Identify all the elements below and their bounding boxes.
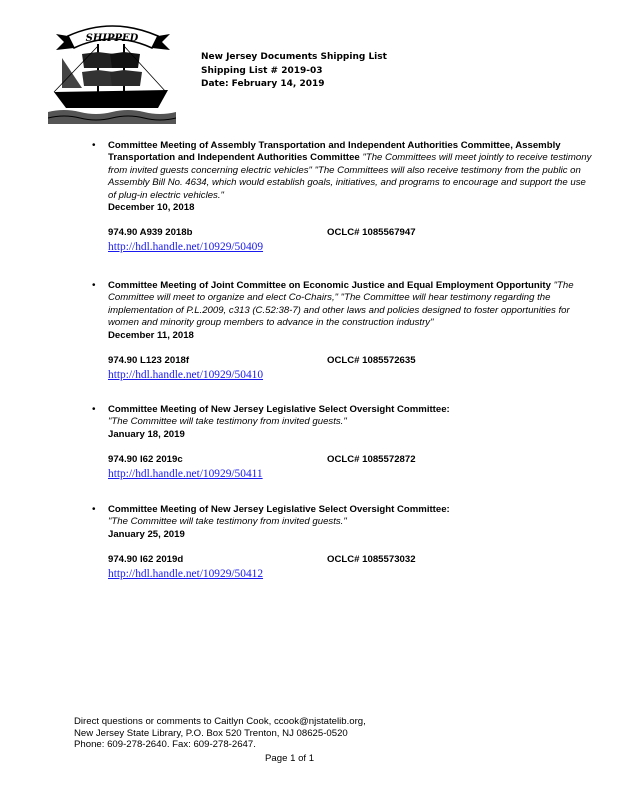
entry-handle-link[interactable]: http://hdl.handle.net/10929/50409	[108, 241, 264, 254]
shipped-ship-logo	[48, 14, 176, 124]
entry-text	[108, 280, 592, 342]
header-date: Date: February 14, 2019	[201, 79, 325, 89]
entry-title: Committee Meeting of New Jersey Legislative Select Oversight Committee:	[108, 404, 450, 415]
entry-identifiers	[108, 227, 592, 240]
entry-identifiers	[108, 554, 592, 567]
footer-address-line: New Jersey State Library, P.O. Box 520 Trenton, NJ 08625-0520	[74, 727, 348, 739]
entry-text	[108, 404, 592, 441]
list-item	[92, 140, 592, 254]
bullet-icon: •	[92, 280, 96, 291]
header-list-number: Shipping List # 2019-03	[201, 65, 323, 76]
entry-handle-link[interactable]: http://hdl.handle.net/10929/50412	[108, 568, 264, 581]
entry-call-number: 974.90 I62 2019d	[108, 554, 184, 566]
entry-text	[108, 504, 592, 541]
entry-title: Committee Meeting of Assembly Transportation and Independent Authorities Committee, Assembly Transportation and Independent Authorities Committee	[108, 140, 561, 164]
entry-handle-link[interactable]: http://hdl.handle.net/10929/50410	[108, 369, 264, 382]
entry-description: "The Committee will take testimony from invited guests."	[108, 516, 347, 528]
entry-date: December 10, 2018	[108, 202, 195, 214]
contact-footer	[74, 716, 366, 751]
entry-date: December 11, 2018	[108, 329, 194, 341]
entry-title: Committee Meeting of Joint Committee on Economic Justice and Equal Employment Opportunity	[108, 280, 551, 291]
entry-call-number: 974.90 L123 2018f	[108, 355, 190, 367]
list-item	[92, 404, 592, 481]
entry-description: "The Committees will meet jointly to receive testimony from invited guests concerning electric vehicles" "The Committees will also receive testimony from the public on Assembly Bill No. 4634, which would establish goals, initiatives, and programs to encourage and support the use of plug-in electric vehicles."	[108, 152, 592, 201]
entry-text	[108, 140, 592, 214]
entry-handle-link[interactable]: http://hdl.handle.net/10929/50411	[108, 468, 263, 481]
footer-contact-line: Direct questions or comments to Caitlyn Cook, ccook@njstatelib.org,	[74, 716, 366, 727]
entry-date: January 18, 2019	[108, 428, 185, 440]
entry-oclc: OCLC# 1085572635	[327, 355, 416, 367]
entry-title: Committee Meeting of New Jersey Legislative Select Oversight Committee:	[108, 504, 450, 515]
list-item	[92, 280, 592, 382]
bullet-icon: •	[92, 140, 96, 151]
entry-oclc: OCLC# 1085567947	[327, 227, 416, 239]
entry-identifiers	[108, 355, 592, 368]
entry-call-number: 974.90 I62 2019c	[108, 454, 183, 466]
list-item	[92, 504, 592, 581]
logo-text: SHIPPED	[85, 33, 139, 44]
entry-description: "The Committee will take testimony from invited guests."	[108, 416, 347, 428]
shipping-list-header	[201, 51, 387, 92]
entry-identifiers	[108, 454, 592, 467]
entry-description: "The Committee will meet to organize and elect Co-Chairs," "The Committee will hear testimony regarding the implementation of P.L.2009, c313 (C.52:38-7) and other laws and policies designed to foster opportunities for women and minority group members to advance in the construction industry"	[108, 280, 574, 329]
bullet-icon: •	[92, 404, 96, 415]
header-title: New Jersey Documents Shipping List	[201, 52, 387, 62]
entry-oclc: OCLC# 1085572872	[327, 454, 416, 466]
page-number: Page 1 of 1	[265, 753, 315, 764]
entry-call-number: 974.90 A939 2018b	[108, 227, 193, 239]
bullet-icon: •	[92, 504, 96, 515]
footer-phone-line: Phone: 609-278-2640. Fax: 609-278-2647.	[74, 739, 256, 750]
entry-oclc: OCLC# 1085573032	[327, 554, 416, 566]
entry-date: January 25, 2019	[108, 528, 185, 540]
